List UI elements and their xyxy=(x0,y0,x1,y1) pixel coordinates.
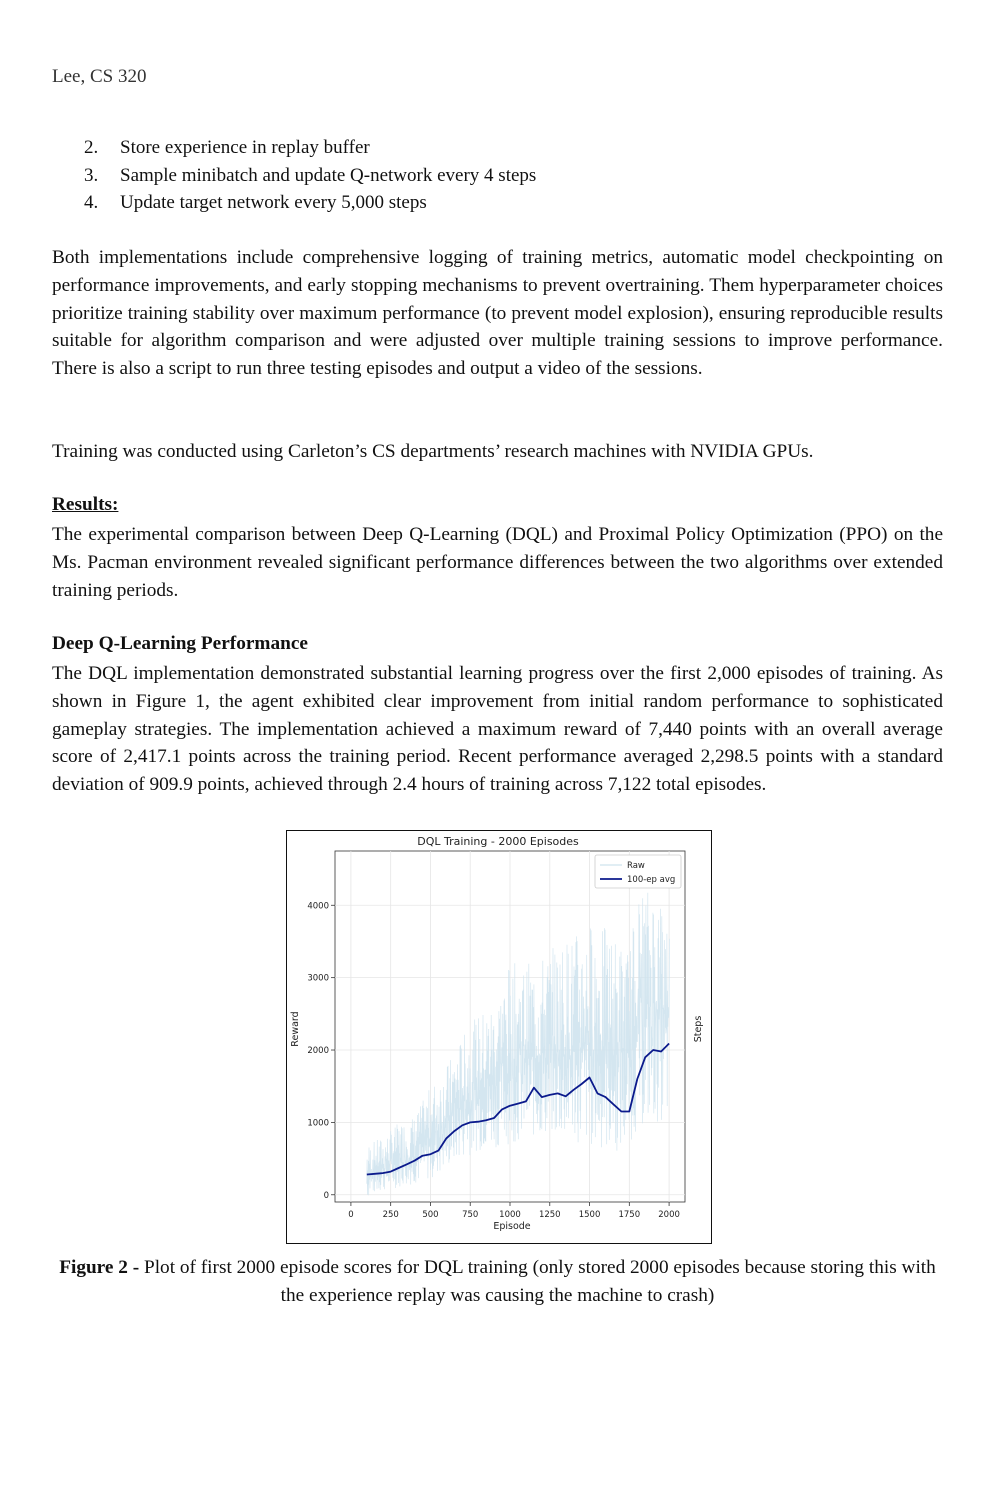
y-tick-label: 3000 xyxy=(307,973,329,984)
list-number: 3. xyxy=(84,164,99,186)
legend-avg-label: 100-ep avg xyxy=(627,875,676,885)
x-tick-label: 1750 xyxy=(618,1210,641,1220)
dql-paragraph: The DQL implementation demonstrated substantial learning progress over the first 2,000 episodes of training. As shown in Figure 1, the agent exhibited clear improvement from initial random performance to sophisticated gameplay strategies. The implementation achieved a maximum reward of 7,440 points with an overall average score of 2,417.1 points across the training period. Recent performance averaged 2,298.5 points with a standard deviation of 909.9 points, achieved through 2.4 hours of training across 7,122 total episodes. xyxy=(52,663,943,796)
list-item xyxy=(84,162,536,190)
dql-heading: Deep Q-Learning Performance xyxy=(52,633,308,654)
chart-title: DQL Training - 2000 Episodes xyxy=(417,835,579,848)
y-tick-label: 0 xyxy=(323,1190,329,1201)
x-tick-label: 750 xyxy=(462,1210,479,1220)
y-tick-label: 4000 xyxy=(307,901,329,912)
list-item xyxy=(84,189,536,217)
x-tick-label: 250 xyxy=(382,1210,399,1220)
y-tick-label: 2000 xyxy=(307,1046,329,1057)
x-tick-label: 1500 xyxy=(578,1210,601,1220)
x-tick-label: 500 xyxy=(422,1210,439,1220)
results-heading: Results: xyxy=(52,494,119,515)
list-number: 4. xyxy=(84,192,99,213)
step-list xyxy=(84,134,536,217)
figure-caption xyxy=(52,1254,943,1310)
x-tick-label: 0 xyxy=(348,1210,354,1220)
list-text: Store experience in replay buffer xyxy=(120,137,370,158)
legend-raw-label: Raw xyxy=(627,861,645,871)
list-item xyxy=(84,134,536,162)
dql-training-figure xyxy=(286,830,712,1244)
list-number: 2. xyxy=(84,137,99,158)
x-tick-label: 1000 xyxy=(499,1210,521,1220)
list-text: Update target network every 5,000 steps xyxy=(120,192,427,213)
results-paragraph: The experimental comparison between Deep Q-Learning (DQL) and Proximal Policy Optimization (PPO) on the Ms. Pacman environment revealed significant performance differences between the two algorithms over extended training periods. xyxy=(52,524,943,601)
caption-text: Plot of first 2000 episode scores for DQL training (only stored 2000 episodes because storing this with the experience replay was causing the machine to crash) xyxy=(139,1257,936,1306)
dql-training-chart xyxy=(287,831,710,1242)
caption-label: Figure 2 - xyxy=(59,1257,140,1278)
implementation-paragraph: Both implementations include comprehensive logging of training metrics, automatic model checkpointing on performance improvements, and early stopping mechanisms to prevent overtraining. Them hyperparameter choices prioritize training stability over maximum performance (to prevent model explosion), ensuring reproducible results suitable for algorithm comparison and were adjusted over multiple training sessions to improve performance. There is also a script to run three testing episodes and output a video of the sessions. xyxy=(52,247,943,380)
y-axis-label: Reward xyxy=(290,1011,301,1047)
x-tick-label: 2000 xyxy=(658,1210,680,1220)
x-tick-label: 1250 xyxy=(538,1210,561,1220)
secondary-y-axis-label: Steps xyxy=(693,1015,704,1043)
y-tick-label: 1000 xyxy=(307,1118,329,1129)
hardware-paragraph: Training was conducted using Carleton’s CS departments’ research machines with NVIDIA GPUs. xyxy=(52,441,814,462)
x-axis-label: Episode xyxy=(493,1221,531,1232)
running-header: Lee, CS 320 xyxy=(52,66,147,87)
list-text: Sample minibatch and update Q-network every 4 steps xyxy=(120,164,537,186)
